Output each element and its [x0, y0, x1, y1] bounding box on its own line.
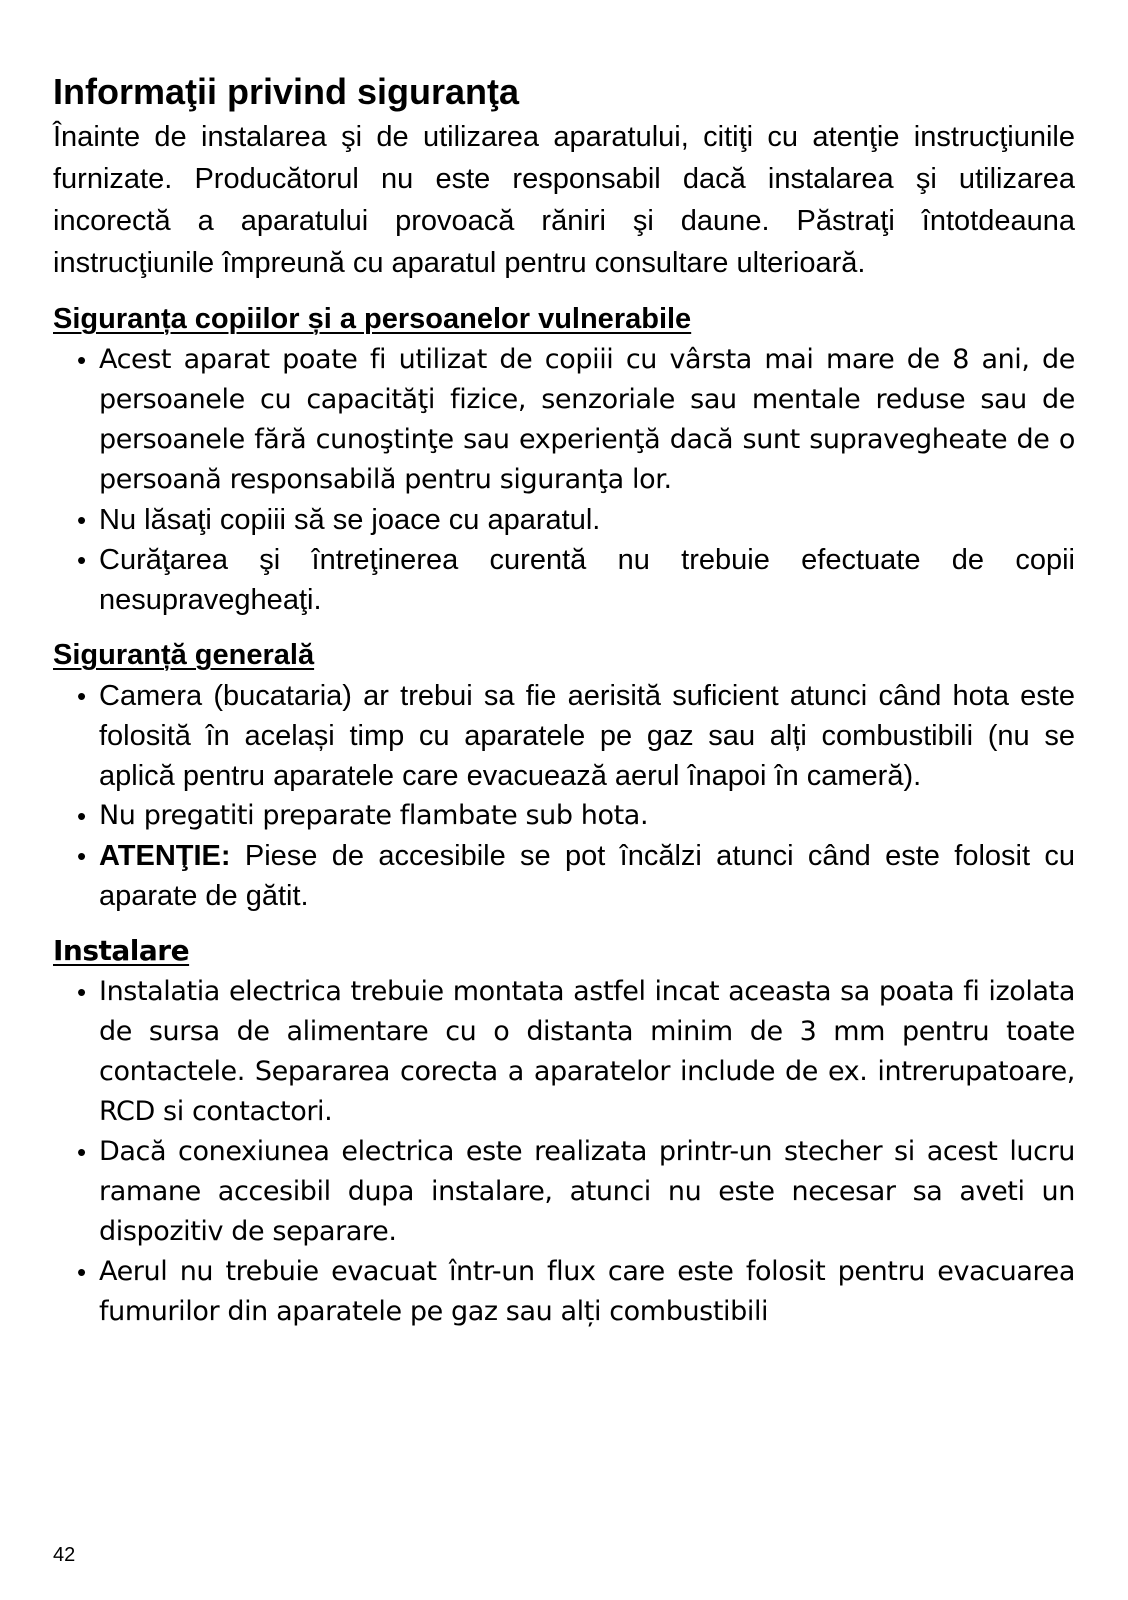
page-number: 42	[53, 1544, 76, 1566]
list-item-text: Piese de accesibile se pot încălzi atunci când este folosit cu aparate de gătit.	[99, 840, 1075, 912]
list-item-text: Camera (bucataria) ar trebui sa fie aerisită suficient atunci când hota este folosită în același timp cu aparatele pe gaz sau alți combustibili (nu se aplică pentru aparatele care evacuează aerul înapoi în cameră).	[99, 680, 1075, 792]
page-title: Informaţii privind siguranţa	[53, 71, 520, 112]
bullet-icon: •	[77, 505, 87, 535]
section-heading-general-safety: Siguranță generală	[53, 639, 315, 671]
intro-paragraph: Înainte de instalarea şi de utilizarea aparatului, citiţi cu atenţie instrucţiunile furnizate. Producătorul nu este responsabil dacă instalarea şi utilizarea incorectă a aparatului provoacă răniri şi daune. Păstraţi întotdeauna instrucţiunile împreună cu aparatul pentru consultare ulterioară.	[53, 121, 1075, 279]
list-item	[53, 972, 1075, 1132]
bullet-icon: •	[77, 681, 87, 711]
bullet-icon: •	[77, 345, 86, 375]
bullet-icon: •	[77, 801, 86, 831]
bullet-icon: •	[77, 841, 87, 871]
list-item	[53, 676, 1075, 796]
list-item-text: Instalatia electrica trebuie montata astfel incat aceasta sa poata fi izolata de sursa de alimentare cu o distanta minim de 3 mm pentru toate contactele. Separarea corecta a aparatelor include de ex. intrerupatoare, RCD si contactori.	[99, 976, 1075, 1127]
list-item-text: Aerul nu trebuie evacuat într-un flux care este folosit pentru evacuarea fumurilor din aparatele pe gaz sau alți combustibili	[99, 1256, 1075, 1327]
section-heading-children-safety: Siguranța copiilor și a persoanelor vulnerabile	[53, 303, 692, 335]
list-item	[53, 836, 1075, 916]
bullet-icon: •	[77, 977, 86, 1007]
bullet-icon: •	[77, 545, 87, 575]
children-safety-list	[53, 340, 1075, 620]
list-item	[53, 1132, 1075, 1252]
list-item-text: Nu pregatiti preparate flambate sub hota.	[99, 800, 649, 831]
list-item	[53, 540, 1075, 620]
bullet-icon: •	[77, 1257, 86, 1287]
warning-label: ATENŢIE:	[99, 840, 231, 872]
list-item	[53, 796, 1075, 836]
list-item	[53, 340, 1075, 500]
section-heading-installation: Instalare	[53, 934, 190, 967]
list-item-text: Curăţarea şi întreţinerea curentă nu trebuie efectuate de copii nesupravegheaţi.	[99, 544, 1075, 616]
document-page	[53, 68, 1075, 1332]
list-item	[53, 500, 1075, 540]
installation-list	[53, 972, 1075, 1332]
general-safety-list	[53, 676, 1075, 916]
list-item-text: Dacă conexiunea electrica este realizata printr-un stecher si acest lucru ramane accesibil dupa instalare, atunci nu este necesar sa aveti un dispozitiv de separare.	[99, 1136, 1075, 1247]
list-item	[53, 1252, 1075, 1332]
list-item-text: Nu lăsaţi copiii să se joace cu aparatul.	[99, 504, 601, 536]
list-item-text: Acest aparat poate fi utilizat de copiii cu vârsta mai mare de 8 ani, de persoanele cu capacităţi fizice, senzoriale sau mentale reduse sau de persoanele fără cunoştinţe sau experienţă dacă sunt supravegheate de o persoană responsabilă pentru siguranţa lor.	[99, 344, 1075, 495]
bullet-icon: •	[77, 1137, 86, 1167]
